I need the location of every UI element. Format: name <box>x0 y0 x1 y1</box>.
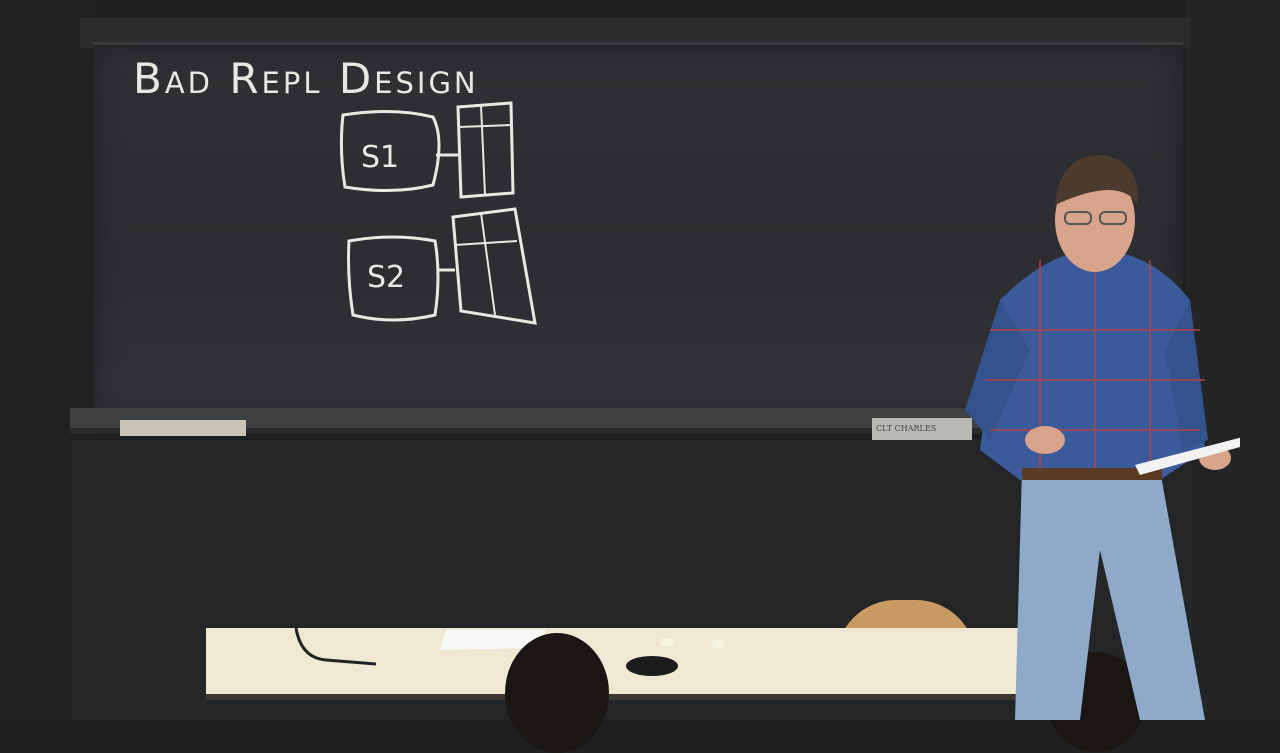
lecture-table <box>206 628 1044 694</box>
audience-head <box>505 633 609 753</box>
instructor-figure <box>960 150 1240 720</box>
disk-1-line <box>481 105 485 195</box>
eyeglass-case <box>626 656 678 676</box>
cable <box>296 628 376 664</box>
server-1-label: S1 <box>361 140 400 175</box>
board-label-plate: CLT CHARLES <box>872 418 972 440</box>
eraser <box>120 420 246 436</box>
disk-2-line <box>481 213 495 315</box>
left-hand <box>1025 426 1065 454</box>
board-title: Bad Repl Design <box>133 54 479 103</box>
chalk-piece <box>660 638 674 646</box>
disk-1 <box>458 103 513 197</box>
server-2-label: S2 <box>367 260 406 295</box>
chalk-piece <box>712 640 724 648</box>
disk-1-hline <box>459 125 511 127</box>
jeans <box>1015 470 1205 720</box>
table-items <box>206 628 1044 694</box>
instructor <box>960 150 1240 720</box>
